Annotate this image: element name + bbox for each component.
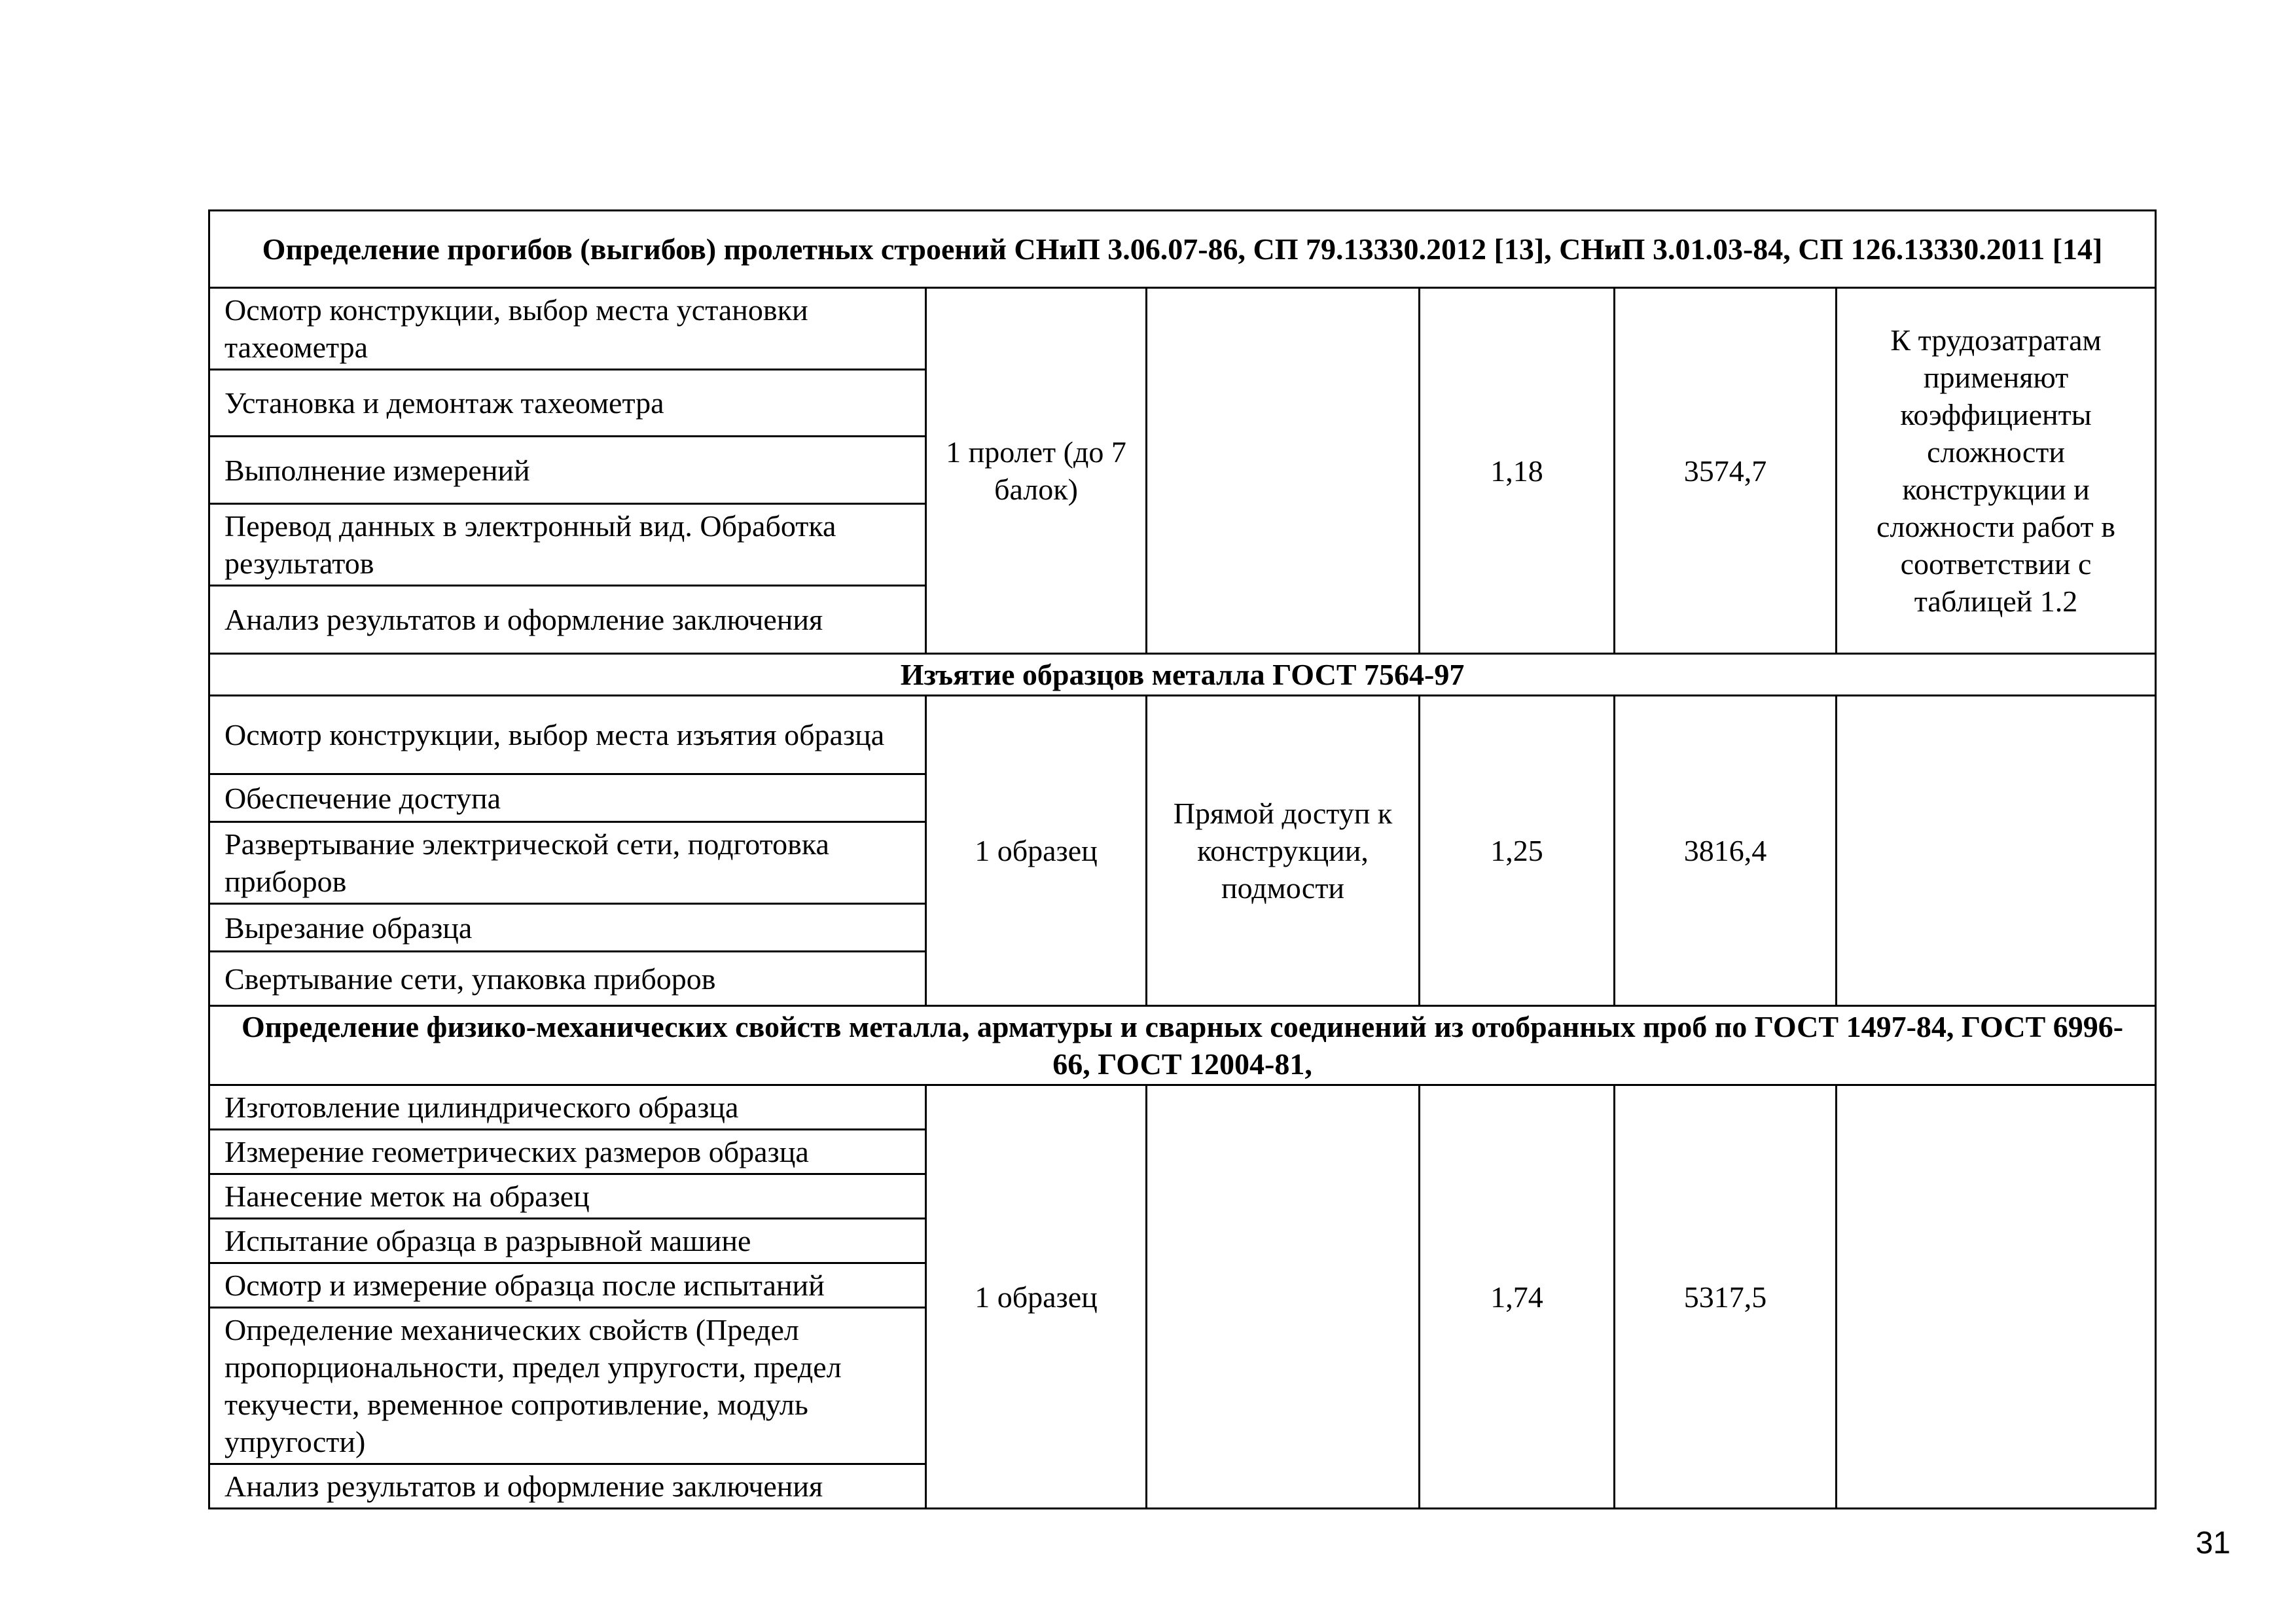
cost-cell: 5317,5 <box>1615 1085 1837 1509</box>
task-cell: Свертывание сети, упаковка приборов <box>209 952 926 1006</box>
section-header-row <box>209 1006 2156 1085</box>
section-title: Определение прогибов (выгибов) пролетных строений СНиП 3.06.07-86, СП 79.13330.2012 [13], СНиП 3.01.03-84, СП 126.13330.2011 [14] <box>209 211 2156 288</box>
section-header-row <box>209 211 2156 288</box>
note-cell <box>1837 1085 2156 1509</box>
conditions-cell: Прямой доступ к конструкции, подмости <box>1147 696 1420 1006</box>
task-cell: Нанесение меток на образец <box>209 1174 926 1219</box>
coefficient-cell: 1,74 <box>1420 1085 1615 1509</box>
conditions-cell <box>1147 288 1420 654</box>
section-header-row <box>209 654 2156 696</box>
page-number: 31 <box>2195 1526 2231 1561</box>
cost-cell: 3816,4 <box>1615 696 1837 1006</box>
section-title: Изъятие образцов металла ГОСТ 7564-97 <box>209 654 2156 696</box>
unit-cell: 1 образец <box>926 1085 1147 1509</box>
task-cell: Испытание образца в разрывной машине <box>209 1219 926 1263</box>
note-cell <box>1837 696 2156 1006</box>
table-row <box>209 696 2156 774</box>
task-cell: Изготовление цилиндрического образца <box>209 1085 926 1130</box>
task-cell: Осмотр конструкции, выбор места изъятия образца <box>209 696 926 774</box>
task-cell: Анализ результатов и оформление заключения <box>209 1464 926 1509</box>
note-cell: К трудозатратам применяют коэффициенты сложности конструкции и сложности работ в соответствии с таблицей 1.2 <box>1837 288 2156 654</box>
unit-cell: 1 пролет (до 7 балок) <box>926 288 1147 654</box>
task-cell: Осмотр конструкции, выбор места установки тахеометра <box>209 288 926 370</box>
task-cell: Измерение геометрических размеров образца <box>209 1130 926 1174</box>
conditions-cell <box>1147 1085 1420 1509</box>
task-cell: Развертывание электрической сети, подготовка приборов <box>209 822 926 904</box>
coefficient-cell: 1,18 <box>1420 288 1615 654</box>
task-cell: Вырезание образца <box>209 904 926 952</box>
task-cell: Осмотр и измерение образца после испытаний <box>209 1263 926 1308</box>
task-cell: Выполнение измерений <box>209 437 926 504</box>
task-cell: Анализ результатов и оформление заключения <box>209 586 926 654</box>
unit-cell: 1 образец <box>926 696 1147 1006</box>
coefficient-cell: 1,25 <box>1420 696 1615 1006</box>
section-title: Определение физико-механических свойств металла, арматуры и сварных соединений из отобранных проб по ГОСТ 1497-84, ГОСТ 6996-66, ГОСТ 12004-81, <box>209 1006 2156 1085</box>
table-row <box>209 1085 2156 1130</box>
task-cell: Обеспечение доступа <box>209 774 926 822</box>
task-cell: Определение механических свойств (Предел пропорциональности, предел упругости, предел текучести, временное сопротивление, модуль упругости) <box>209 1308 926 1464</box>
task-cell: Перевод данных в электронный вид. Обработка результатов <box>209 504 926 586</box>
cost-cell: 3574,7 <box>1615 288 1837 654</box>
labor-cost-table <box>208 209 2157 1509</box>
task-cell: Установка и демонтаж тахеометра <box>209 370 926 437</box>
table-row <box>209 288 2156 370</box>
